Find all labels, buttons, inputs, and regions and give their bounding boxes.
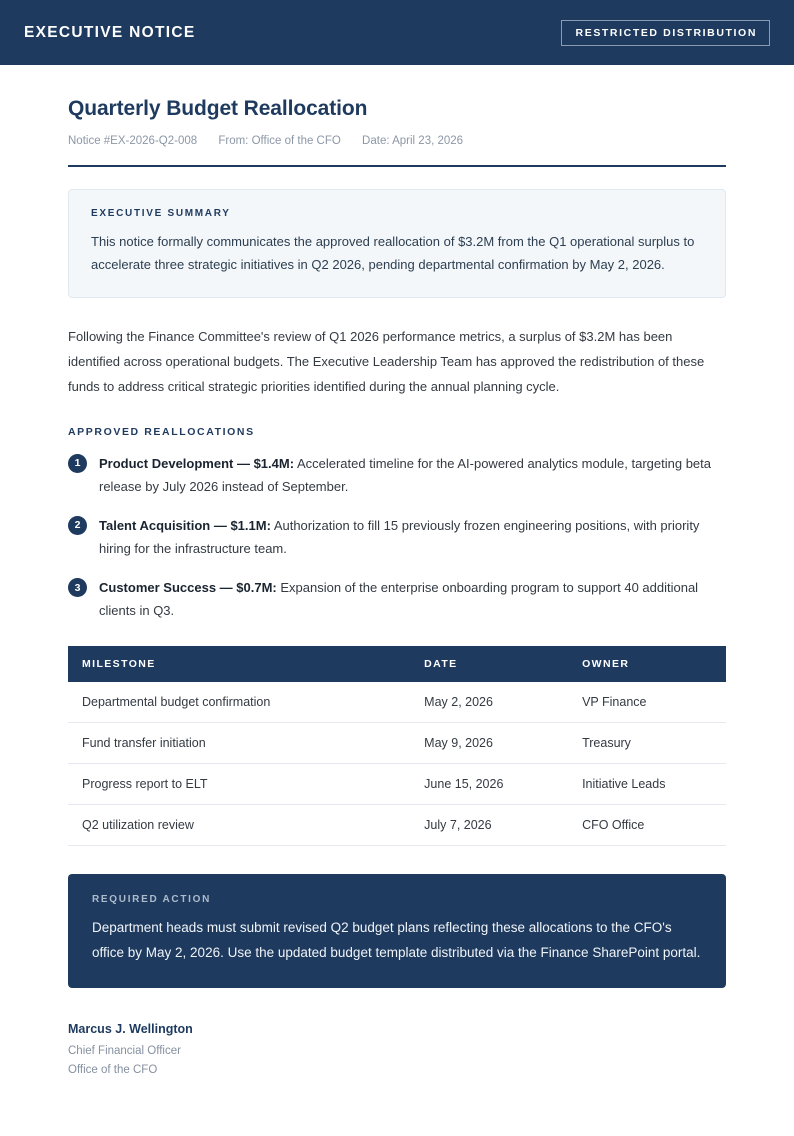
cell-date: July 7, 2026 xyxy=(410,805,568,846)
notice-number: Notice #EX-2026-Q2-008 xyxy=(68,135,198,147)
cell-milestone: Progress report to ELT xyxy=(68,764,410,805)
table-body xyxy=(68,682,726,846)
allocations-list xyxy=(68,452,726,623)
cell-milestone: Q2 utilization review xyxy=(68,805,410,846)
column-header-owner: OWNER xyxy=(568,646,726,682)
list-item xyxy=(68,452,726,498)
cell-owner: CFO Office xyxy=(568,805,726,846)
list-number-badge: 2 xyxy=(68,516,87,535)
cell-date: May 2, 2026 xyxy=(410,682,568,723)
allocation-lead: Customer Success — $0.7M: xyxy=(99,580,277,596)
column-header-date: DATE xyxy=(410,646,568,682)
allocation-lead: Product Development — $1.4M: xyxy=(99,455,295,471)
allocation-text xyxy=(99,452,726,498)
signature-name: Marcus J. Wellington xyxy=(68,1022,193,1037)
cell-owner: Initiative Leads xyxy=(568,764,726,805)
table-row xyxy=(68,805,726,846)
list-number-badge: 3 xyxy=(68,578,87,597)
header-title: EXECUTIVE NOTICE xyxy=(24,23,196,41)
allocation-detail: Expansion of the enterprise onboarding program to support 40 additional clients in Q3. xyxy=(99,580,699,619)
cell-owner: Treasury xyxy=(568,723,726,764)
allocation-text xyxy=(99,514,726,560)
document-meta xyxy=(68,135,726,147)
cell-milestone: Fund transfer initiation xyxy=(68,723,410,764)
cell-owner: VP Finance xyxy=(568,682,726,723)
signature-title: Chief Financial Officer xyxy=(68,1045,181,1058)
document-content xyxy=(0,65,794,1080)
executive-summary-label: EXECUTIVE SUMMARY xyxy=(91,208,231,219)
table-header-row xyxy=(68,646,726,682)
document-header-bar xyxy=(0,0,794,65)
page-title: Quarterly Budget Reallocation xyxy=(68,97,368,120)
cell-milestone: Departmental budget confirmation xyxy=(68,682,410,723)
table-header xyxy=(68,646,726,682)
required-action-text: Department heads must submit revised Q2 budget plans reflecting these allocations to the CFO's office by May 2, 2026. Use the updated budget template distributed via the Finance SharePoint portal. xyxy=(92,920,701,961)
column-header-milestone: MILESTONE xyxy=(68,646,410,682)
approved-reallocations-heading: APPROVED REALLOCATIONS xyxy=(68,425,255,438)
executive-summary-box xyxy=(68,189,726,298)
signature-block xyxy=(68,1022,726,1080)
title-divider xyxy=(68,165,726,167)
list-item xyxy=(68,576,726,622)
intro-paragraph: Following the Finance Committee's review of Q1 2026 performance metrics, a surplus of $3.2M has been identified across operational budgets. The Executive Leadership Team has approved the redistribution of these funds to address critical strategic priorities identified during the annual planning cycle. xyxy=(68,328,705,395)
cell-date: June 15, 2026 xyxy=(410,764,568,805)
table-row xyxy=(68,682,726,723)
table-row xyxy=(68,764,726,805)
allocation-lead: Talent Acquisition — $1.1M: xyxy=(99,517,271,533)
table-row xyxy=(68,723,726,764)
notice-from: From: Office of the CFO xyxy=(218,135,341,147)
signature-office: Office of the CFO xyxy=(68,1064,158,1077)
required-action-box xyxy=(68,874,726,988)
list-item xyxy=(68,514,726,560)
executive-summary-text: This notice formally communicates the approved reallocation of $3.2M from the Q1 operational surplus to accelerate three strategic initiatives in Q2 2026, pending departmental confirmation by May 2, 2026. xyxy=(91,234,695,272)
notice-date: Date: April 23, 2026 xyxy=(362,135,464,147)
allocation-text xyxy=(99,576,726,622)
milestones-table xyxy=(68,646,726,846)
cell-date: May 9, 2026 xyxy=(410,723,568,764)
allocation-detail: Accelerated timeline for the AI-powered analytics module, targeting beta release by July 2026 instead of September. xyxy=(99,455,712,494)
allocation-detail: Authorization to fill 15 previously frozen engineering positions, with priority hiring for the infrastructure team. xyxy=(99,517,700,556)
required-action-label: REQUIRED ACTION xyxy=(92,894,212,906)
restricted-distribution-badge: RESTRICTED DISTRIBUTION xyxy=(561,20,770,46)
list-number-badge: 1 xyxy=(68,454,87,473)
